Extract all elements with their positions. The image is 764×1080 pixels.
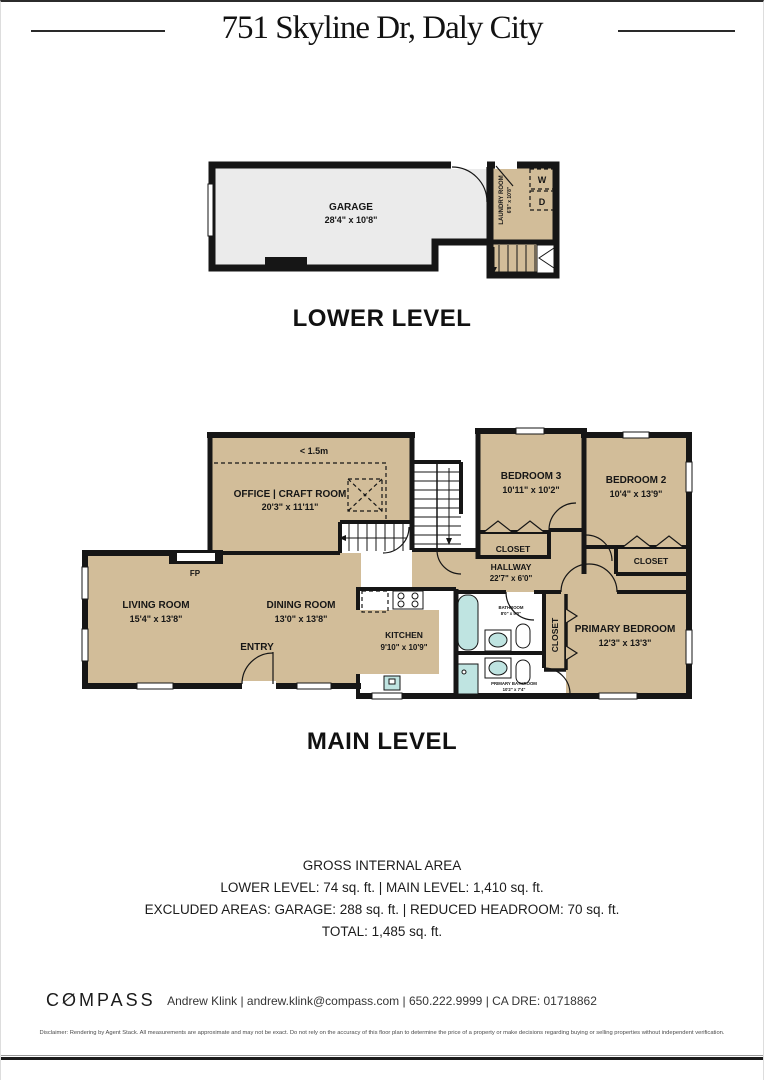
headroom-note: < 1.5m bbox=[299, 446, 329, 456]
garage-window bbox=[208, 184, 213, 236]
entry-label: ENTRY bbox=[240, 642, 274, 653]
dining-dims: 13'0" x 13'8" bbox=[274, 614, 328, 624]
office-dims: 20'3" x 11'11" bbox=[261, 502, 319, 512]
living-label: LIVING ROOM bbox=[122, 600, 190, 611]
primary-bedroom-dims: 12'3" x 13'3" bbox=[598, 638, 652, 648]
bedroom3-dims: 10'11" x 10'2" bbox=[502, 485, 560, 495]
lower-level-title: LOWER LEVEL bbox=[292, 305, 472, 332]
laundry-label: LAUNDRY ROOM bbox=[499, 175, 505, 225]
dryer-label: D bbox=[538, 197, 546, 207]
garage-dims: 28'4" x 10'8" bbox=[324, 215, 378, 225]
kitchen-floor bbox=[356, 610, 439, 674]
fireplace-label: FP bbox=[189, 569, 201, 578]
kitchen-label: KITCHEN bbox=[385, 630, 423, 640]
living-dims: 15'4" x 13'8" bbox=[129, 614, 183, 624]
bathtub bbox=[458, 595, 478, 650]
area-summary bbox=[1, 855, 763, 943]
compass-wordmark: COMPASS bbox=[46, 990, 156, 1010]
bedroom2-dims: 10'4" x 13'9" bbox=[609, 489, 663, 499]
washer-label: W bbox=[537, 175, 547, 185]
footer-rule-light bbox=[1, 1055, 763, 1056]
closet-primary-label: CLOSET bbox=[550, 617, 560, 653]
primary-bathroom-label: PRIMARY BATHROOM bbox=[491, 681, 537, 686]
lower-level-plan bbox=[191, 150, 571, 290]
laundry-dims: 6'8" x 10'8" bbox=[507, 186, 513, 214]
stove bbox=[393, 591, 423, 609]
main-level-title: MAIN LEVEL bbox=[306, 728, 458, 755]
toilet bbox=[516, 624, 530, 648]
hallway-label: HALLWAY bbox=[490, 562, 532, 572]
dining-label: DINING ROOM bbox=[266, 600, 336, 611]
primary-bedroom-label: PRIMARY BEDROOM bbox=[574, 624, 676, 635]
hallway-dims: 22'7" x 6'0" bbox=[489, 574, 533, 583]
shower bbox=[458, 664, 478, 694]
area-summary-title: GROSS INTERNAL AREA bbox=[302, 858, 462, 873]
bedroom2-room bbox=[584, 435, 689, 574]
area-excluded-line: EXCLUDED AREAS: GARAGE: 288 sq. ft. | REDUCED HEADROOM: 70 sq. ft. bbox=[144, 902, 620, 917]
page-title: 751 Skyline Dr, Daly City bbox=[221, 10, 543, 46]
area-total-line: TOTAL: 1,485 sq. ft. bbox=[321, 924, 443, 939]
footer bbox=[1, 986, 763, 1016]
closet-bed2-label: CLOSET bbox=[633, 556, 669, 566]
kitchen-dims: 9'10" x 10'9" bbox=[380, 643, 428, 652]
closet-bed3-label: CLOSET bbox=[495, 544, 531, 554]
footer-rule-dark bbox=[1, 1057, 763, 1060]
main-level-plan bbox=[79, 415, 695, 715]
garage-label: GARAGE bbox=[329, 202, 373, 213]
garage-pier bbox=[265, 257, 307, 270]
title-rule-right bbox=[618, 30, 735, 32]
fireplace bbox=[169, 550, 223, 564]
office-label: OFFICE | CRAFT ROOM bbox=[233, 489, 347, 500]
bathroom-dims: 8'0" x 5'0" bbox=[500, 611, 522, 616]
primary-bathroom-dims: 10'2" x 7'4" bbox=[502, 687, 526, 692]
bedroom2-label: BEDROOM 2 bbox=[605, 475, 667, 486]
area-levels-line: LOWER LEVEL: 74 sq. ft. | MAIN LEVEL: 1,410 sq. ft. bbox=[220, 880, 544, 895]
bathroom-label: BATHROOM bbox=[498, 605, 524, 610]
disclaimer-text: Disclaimer: Rendering by Agent Stack. All measurements are approximate and may not be exact. Do not rely on the accuracy of this floor plan to determine the price of a property or make decisions regarding buying or selling properties without independent verification. bbox=[39, 1030, 725, 1036]
agent-info: Andrew Klink | andrew.klink@compass.com | 650.222.9999 | CA DRE: 01718862 bbox=[167, 994, 597, 1008]
bedroom3-label: BEDROOM 3 bbox=[500, 471, 562, 482]
